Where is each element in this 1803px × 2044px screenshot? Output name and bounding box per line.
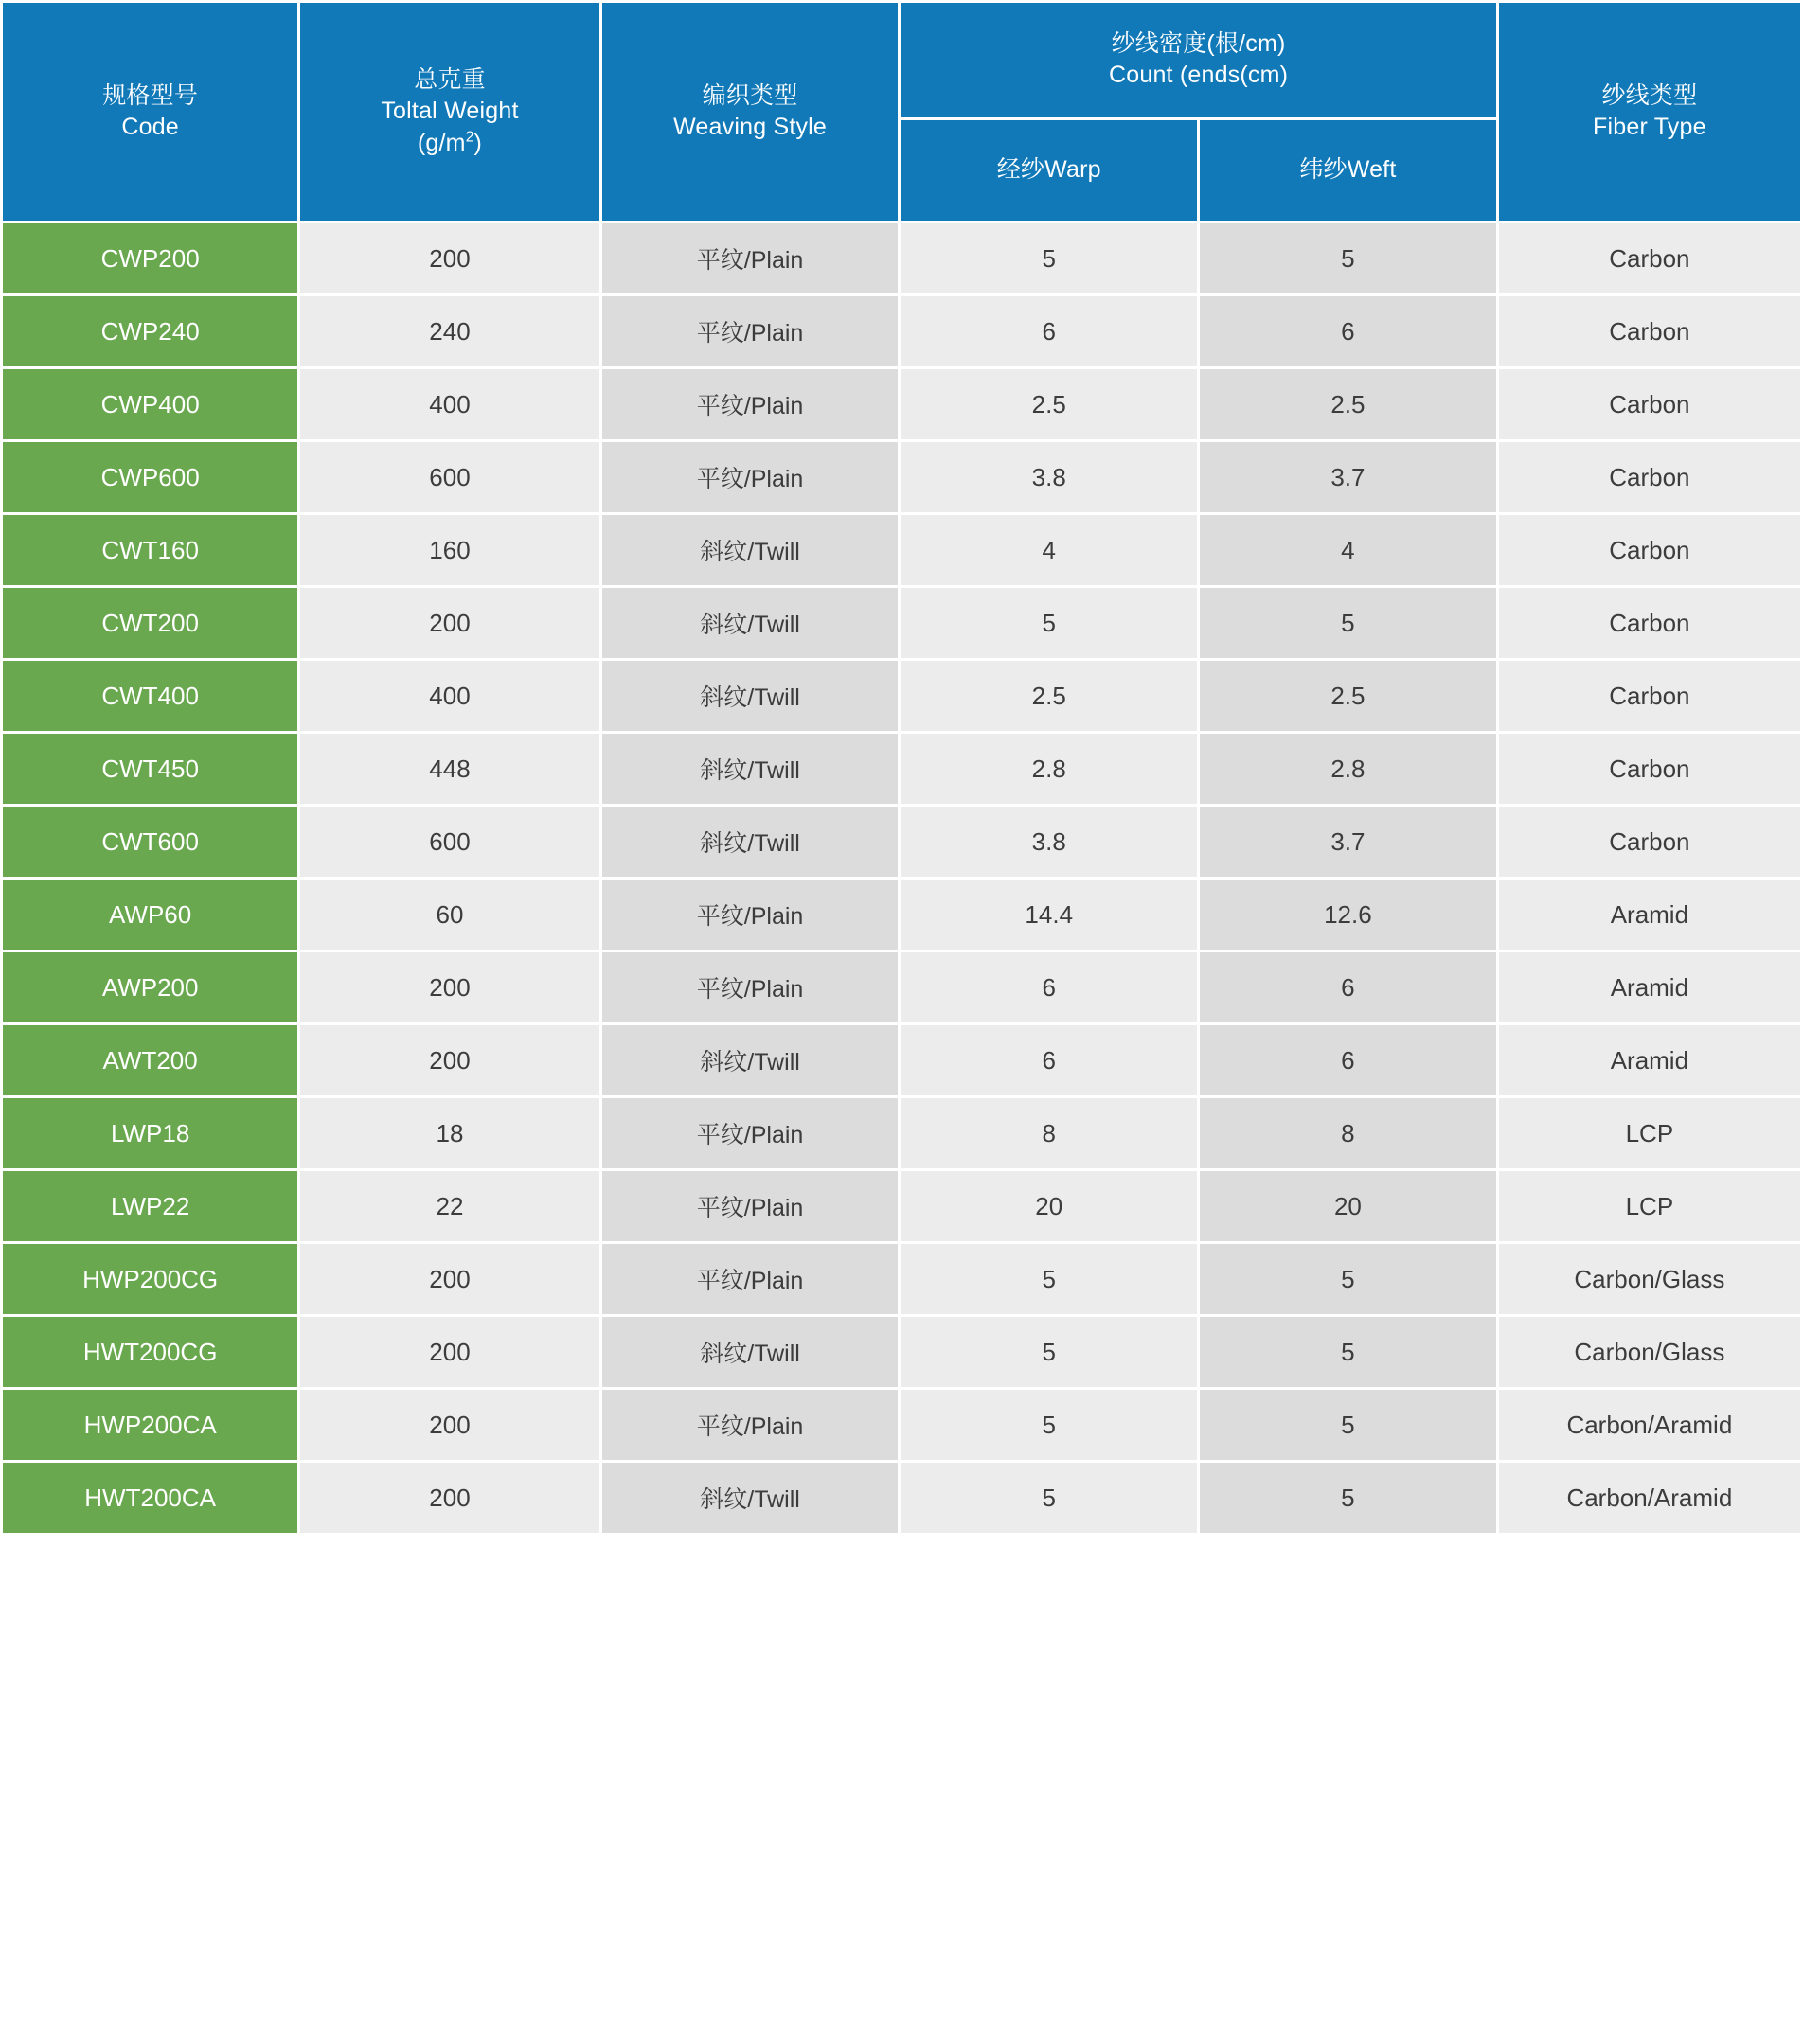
- table-row: [3, 442, 1800, 512]
- cell-weft: 8: [1200, 1098, 1496, 1168]
- table-row: [3, 734, 1800, 804]
- cell-style: 斜纹/Twill: [602, 661, 899, 731]
- cell-weft: 3.7: [1200, 442, 1496, 512]
- cell-code: CWP400: [3, 369, 297, 439]
- cell-weft: 5: [1200, 223, 1496, 293]
- cell-fiber: Carbon: [1499, 807, 1800, 877]
- cell-code: CWP200: [3, 223, 297, 293]
- cell-warp: 5: [901, 588, 1197, 658]
- cell-fiber: Aramid: [1499, 880, 1800, 950]
- cell-fiber: Carbon: [1499, 296, 1800, 366]
- cell-style: 平纹/Plain: [602, 1171, 899, 1241]
- table-row: [3, 515, 1800, 585]
- table-row: [3, 1025, 1800, 1095]
- cell-code: HWT200CG: [3, 1317, 297, 1387]
- cell-code: LWP18: [3, 1098, 297, 1168]
- cell-weft: 3.7: [1200, 807, 1496, 877]
- cell-style: 平纹/Plain: [602, 952, 899, 1022]
- header-fiber-type-cn: 纱线类型: [1601, 81, 1698, 109]
- cell-warp: 5: [901, 223, 1197, 293]
- cell-warp: 14.4: [901, 880, 1197, 950]
- cell-code: CWT450: [3, 734, 297, 804]
- cell-weft: 6: [1200, 296, 1496, 366]
- header-total-weight-cn: 总克重: [414, 65, 486, 93]
- cell-weft: 5: [1200, 588, 1496, 658]
- cell-weight: 200: [300, 1244, 598, 1314]
- cell-fiber: Carbon/Glass: [1499, 1244, 1800, 1314]
- cell-warp: 6: [901, 952, 1197, 1022]
- table-row: [3, 588, 1800, 658]
- cell-code: LWP22: [3, 1171, 297, 1241]
- cell-weight: 60: [300, 880, 598, 950]
- cell-style: 斜纹/Twill: [602, 807, 899, 877]
- cell-weft: 4: [1200, 515, 1496, 585]
- cell-weight: 200: [300, 1390, 598, 1460]
- cell-code: HWP200CA: [3, 1390, 297, 1460]
- cell-code: CWP240: [3, 296, 297, 366]
- cell-weft: 6: [1200, 1025, 1496, 1095]
- cell-fiber: Aramid: [1499, 952, 1800, 1022]
- cell-code: HWT200CA: [3, 1463, 297, 1533]
- table-row: [3, 1317, 1800, 1387]
- cell-fiber: Carbon: [1499, 369, 1800, 439]
- header-total-weight-en: Toltal Weight: [381, 98, 519, 125]
- table-row: [3, 1171, 1800, 1241]
- cell-code: CWP600: [3, 442, 297, 512]
- cell-weight: 400: [300, 661, 598, 731]
- table-row: [3, 1098, 1800, 1168]
- cell-warp: 2.5: [901, 369, 1197, 439]
- cell-weight: 600: [300, 807, 598, 877]
- table-body: [3, 223, 1800, 1533]
- cell-fiber: Carbon: [1499, 661, 1800, 731]
- cell-code: CWT600: [3, 807, 297, 877]
- table-row: [3, 880, 1800, 950]
- cell-weft: 5: [1200, 1317, 1496, 1387]
- cell-weft: 20: [1200, 1171, 1496, 1241]
- cell-weight: 200: [300, 1317, 598, 1387]
- cell-warp: 8: [901, 1098, 1197, 1168]
- cell-fiber: Carbon: [1499, 588, 1800, 658]
- table-row: [3, 1390, 1800, 1460]
- table-row: [3, 1463, 1800, 1533]
- cell-weight: 200: [300, 223, 598, 293]
- cell-style: 斜纹/Twill: [602, 1463, 899, 1533]
- cell-style: 平纹/Plain: [602, 442, 899, 512]
- header-warp: 经纱Warp: [901, 120, 1197, 221]
- cell-fiber: Carbon/Glass: [1499, 1317, 1800, 1387]
- cell-weft: 2.8: [1200, 734, 1496, 804]
- cell-fiber: Aramid: [1499, 1025, 1800, 1095]
- cell-weight: 240: [300, 296, 598, 366]
- header-weaving-style: [602, 3, 899, 221]
- cell-fiber: LCP: [1499, 1171, 1800, 1241]
- header-code: [3, 3, 297, 221]
- cell-weight: 18: [300, 1098, 598, 1168]
- cell-weight: 400: [300, 369, 598, 439]
- cell-weight: 200: [300, 1025, 598, 1095]
- cell-warp: 2.5: [901, 661, 1197, 731]
- header-fiber-type-en: Fiber Type: [1593, 114, 1706, 140]
- cell-style: 斜纹/Twill: [602, 515, 899, 585]
- cell-warp: 3.8: [901, 807, 1197, 877]
- cell-weight: 22: [300, 1171, 598, 1241]
- cell-style: 斜纹/Twill: [602, 734, 899, 804]
- header-total-weight: [300, 3, 598, 221]
- cell-warp: 3.8: [901, 442, 1197, 512]
- cell-style: 斜纹/Twill: [602, 588, 899, 658]
- cell-warp: 6: [901, 296, 1197, 366]
- table-header: [3, 3, 1800, 221]
- cell-fiber: Carbon: [1499, 442, 1800, 512]
- header-count-group-cn: 纱线密度(根/cm): [1111, 29, 1286, 57]
- cell-warp: 6: [901, 1025, 1197, 1095]
- header-code-en: Code: [121, 114, 179, 140]
- cell-warp: 5: [901, 1317, 1197, 1387]
- cell-style: 平纹/Plain: [602, 369, 899, 439]
- table-row: [3, 296, 1800, 366]
- cell-weft: 12.6: [1200, 880, 1496, 950]
- cell-warp: 5: [901, 1463, 1197, 1533]
- cell-weft: 5: [1200, 1463, 1496, 1533]
- cell-fiber: LCP: [1499, 1098, 1800, 1168]
- header-count-group: [901, 3, 1495, 117]
- cell-code: AWT200: [3, 1025, 297, 1095]
- header-code-cn: 规格型号: [102, 81, 199, 109]
- table-row: [3, 1244, 1800, 1314]
- cell-style: 斜纹/Twill: [602, 1025, 899, 1095]
- header-fiber-type: [1499, 3, 1800, 221]
- cell-weight: 200: [300, 952, 598, 1022]
- cell-weight: 200: [300, 1463, 598, 1533]
- cell-style: 平纹/Plain: [602, 296, 899, 366]
- header-count-group-en: Count (ends(cm): [1108, 62, 1289, 89]
- table-row: [3, 661, 1800, 731]
- cell-code: AWP200: [3, 952, 297, 1022]
- cell-code: HWP200CG: [3, 1244, 297, 1314]
- table-row: [3, 223, 1800, 293]
- cell-warp: 2.8: [901, 734, 1197, 804]
- cell-weight: 600: [300, 442, 598, 512]
- cell-code: AWP60: [3, 880, 297, 950]
- header-total-weight-unit: $(g/m^2)$: [417, 129, 483, 156]
- cell-weft: 2.5: [1200, 369, 1496, 439]
- header-weaving-style-en: Weaving Style: [673, 114, 828, 140]
- cell-fiber: Carbon: [1499, 223, 1800, 293]
- cell-warp: 20: [901, 1171, 1197, 1241]
- cell-warp: 5: [901, 1390, 1197, 1460]
- cell-fiber: Carbon/Aramid: [1499, 1463, 1800, 1533]
- cell-fiber: Carbon/Aramid: [1499, 1390, 1800, 1460]
- cell-code: CWT160: [3, 515, 297, 585]
- cell-weft: 5: [1200, 1390, 1496, 1460]
- cell-weft: 5: [1200, 1244, 1496, 1314]
- cell-warp: 4: [901, 515, 1197, 585]
- cell-code: CWT200: [3, 588, 297, 658]
- header-weft: 纬纱Weft: [1200, 120, 1496, 221]
- cell-warp: 5: [901, 1244, 1197, 1314]
- cell-weight: 200: [300, 588, 598, 658]
- cell-style: 平纹/Plain: [602, 1244, 899, 1314]
- cell-code: CWT400: [3, 661, 297, 731]
- cell-style: 斜纹/Twill: [602, 1317, 899, 1387]
- cell-weight: 160: [300, 515, 598, 585]
- cell-style: 平纹/Plain: [602, 223, 899, 293]
- cell-fiber: Carbon: [1499, 734, 1800, 804]
- table-row: [3, 369, 1800, 439]
- table-row: [3, 807, 1800, 877]
- cell-style: 平纹/Plain: [602, 880, 899, 950]
- cell-weight: 448: [300, 734, 598, 804]
- header-weaving-style-cn: 编织类型: [702, 81, 798, 109]
- header-row-primary: [3, 3, 1800, 117]
- cell-fiber: Carbon: [1499, 515, 1800, 585]
- table-row: [3, 952, 1800, 1022]
- cell-style: 平纹/Plain: [602, 1098, 899, 1168]
- cell-weft: 2.5: [1200, 661, 1496, 731]
- cell-style: 平纹/Plain: [602, 1390, 899, 1460]
- cell-weft: 6: [1200, 952, 1496, 1022]
